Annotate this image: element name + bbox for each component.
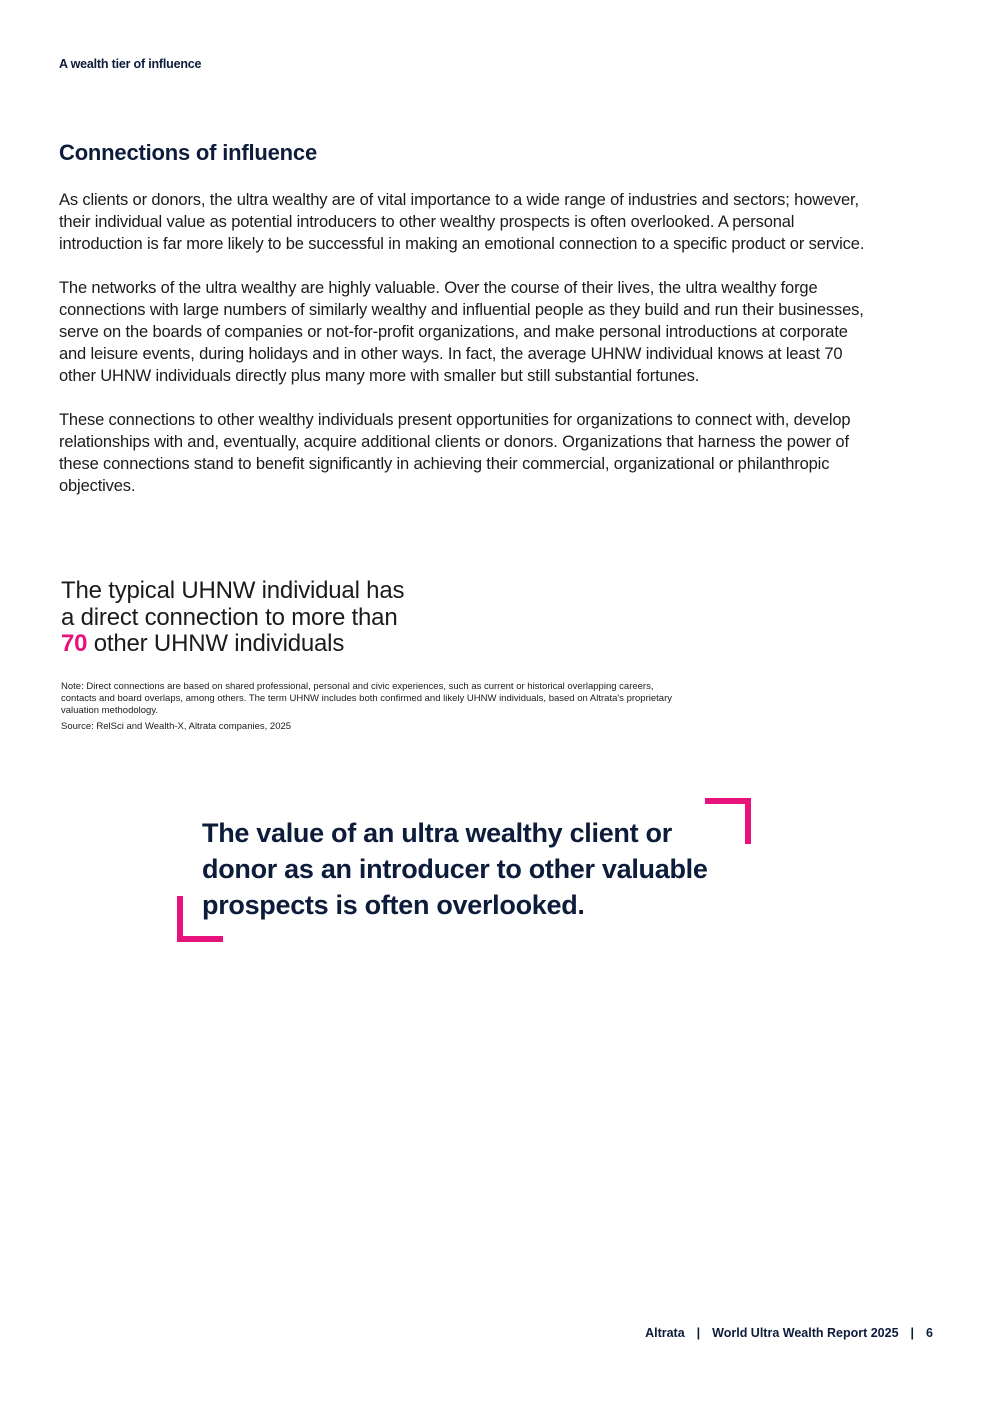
source-text: Source: RelSci and Wealth-X, Altrata companies, 2025 [61,721,292,732]
stat-number: 70 [61,630,88,657]
stat-line-2: a direct connection to more than [61,603,398,631]
paragraph-3: These connections to other wealthy individuals present opportunities for organizations to connect with, develop relationships with and, eventually, acquire additional clients or donors. Organizations that harness the power of these connections stand to benefit significantly in achieving their commercial, organizational or philanthropic objectives. [59,411,851,495]
paragraph-1: As clients or donors, the ultra wealthy are of vital importance to a wide range of industries and sectors; however, their individual value as potential introducers to other wealthy prospects is often overlooked. A personal introduction is far more likely to be successful in making an emotional connection to a specific product or service. [59,191,865,253]
body-text [59,189,879,519]
section-label: A wealth tier of influence [59,57,202,71]
footer-separator: | [696,1326,701,1340]
page-footer [645,1326,933,1340]
footer-report-title: World Ultra Wealth Report 2025 [712,1326,899,1340]
quote-text: The value of an ultra wealthy client or donor as an introducer to other valuable prospects is often overlooked. [202,818,708,920]
footer-separator: | [910,1326,915,1340]
paragraph-2: The networks of the ultra wealthy are highly valuable. Over the course of their lives, the ultra wealthy forge connections with large numbers of similarly wealthy and influential people as they build and run their businesses, serve on the boards of companies or not-for-profit organizations, and make personal introductions at corporate and leisure events, during holidays and in other ways. In fact, the average UHNW individual knows at least 70 other UHNW individuals directly plus many more with smaller but still substantial fortunes. [59,279,864,385]
stat-line-3 [61,631,521,658]
footnote [61,681,681,733]
page-number: 6 [926,1326,933,1340]
stat-line-3-text: other UHNW individuals [87,630,345,657]
pull-quote [177,798,751,942]
stat-callout [61,578,521,658]
page-heading: Connections of influence [59,140,317,165]
note-text: Note: Direct connections are based on shared professional, personal and civic experiences, such as current or historical overlapping careers, contacts and board overlaps, among others. The term UHNW includes both confirmed and likely UHNW individuals, based on Altrata's proprietary valuation methodology. [61,681,672,716]
stat-line-1: The typical UHNW individual has [61,577,405,604]
footer-brand: Altrata [645,1326,685,1340]
